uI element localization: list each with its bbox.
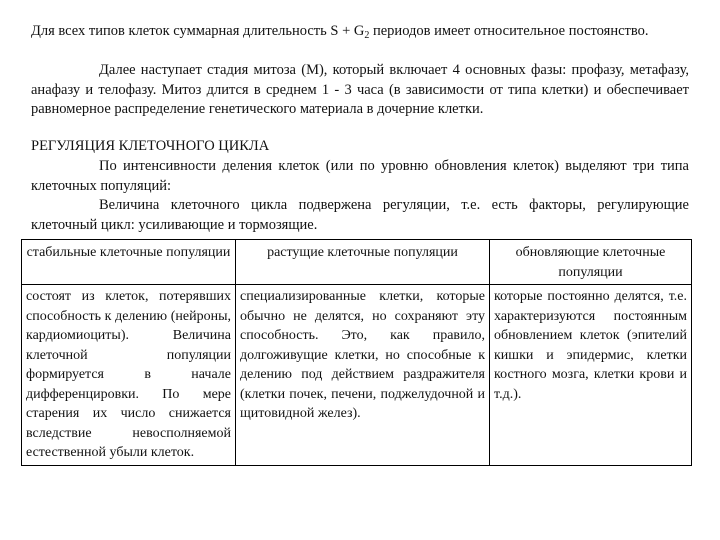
section-heading: РЕГУЛЯЦИЯ КЛЕТОЧНОГО ЦИКЛА [31,138,270,154]
subscript: 2 [364,30,370,41]
cell-renewing-description: которые постоянно делятся, т.е. характеризуются постоянным обновлением клеток (эпителий кишки и эпидермис, клетки костного мозга, клетки крови и т.д.). [490,285,692,466]
paragraph-mitosis: Далее наступает стадия митоза (М), который включает 4 основных фазы: профазу, метафазу, анафазу и телофазу. Митоз длится в среднем 1 - 3 часа (в зависимости от типа клетки) и обеспечивает равномерное распределение генетического материала в дочерние клетки. [31,62,689,117]
paragraph-cycle-duration [31,22,689,42]
cell-growing-description: специализированные клетки, которые обычно не делятся, но сохраняют эту способность. Это, как правило, долгоживущие клетки, но способные к делению под действием раздражителя (клетки почек, печени, поджелудочной и щитовидной желез). [236,285,490,466]
table-header-row [22,240,692,285]
header-renewing-populations: обновляющие клеточные популяции [490,240,692,285]
header-stable-populations: стабильные клеточные популяции [22,240,236,285]
cell-stable-description: состоят из клеток, потерявших способность к делению (нейроны, кардиомиоциты). Величина клеточной популяции формируется в начале дифференцировки. По мере старения их число снижается вследствие невосполняемой естественной убыли клеток. [22,285,236,466]
header-growing-populations: растущие клеточные популяции [236,240,490,285]
cell-population-table [21,239,692,466]
paragraph-cycle-regulation: Величина клеточного цикла подвержена регуляции, т.е. есть факторы, регулирующие клеточный цикл: усиливающие и тормозящие. [31,197,689,233]
table-row [22,285,692,466]
paragraph-text: Для всех типов клеток суммарная длительность S + G [31,23,365,39]
paragraph-population-types: По интенсивности деления клеток (или по уровню обновления клеток) выделяют три типа клеточных популяций: [31,158,689,194]
paragraph-text-continued: периодов имеет относительное постоянство. [369,23,649,39]
